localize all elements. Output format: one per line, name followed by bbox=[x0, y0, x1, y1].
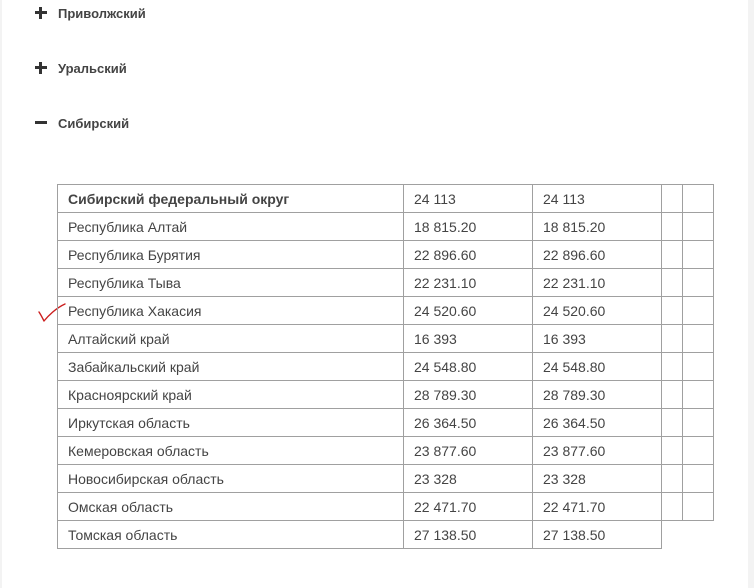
value-cell: 24 520.60 bbox=[533, 297, 662, 325]
empty-cell bbox=[662, 353, 683, 381]
empty-cell bbox=[683, 185, 714, 213]
table-row bbox=[58, 493, 714, 521]
empty-cell bbox=[662, 241, 683, 269]
value-cell: 22 231.10 bbox=[404, 269, 533, 297]
table-row bbox=[58, 185, 714, 213]
accordion-label: Уральский bbox=[58, 60, 127, 76]
table-row bbox=[58, 353, 714, 381]
value-cell: 24 113 bbox=[404, 185, 533, 213]
empty-cell bbox=[683, 493, 714, 521]
region-name-cell: Сибирский федеральный округ bbox=[58, 185, 404, 213]
empty-cell bbox=[662, 465, 683, 493]
value-cell: 23 877.60 bbox=[404, 437, 533, 465]
region-name-cell: Красноярский край bbox=[58, 381, 404, 409]
table-row bbox=[58, 437, 714, 465]
value-cell: 27 138.50 bbox=[404, 521, 533, 549]
table-row bbox=[58, 325, 714, 353]
empty-cell bbox=[662, 521, 683, 549]
plus-icon bbox=[34, 6, 48, 20]
table-row bbox=[58, 269, 714, 297]
region-name-cell: Омская область bbox=[58, 493, 404, 521]
region-name-cell: Забайкальский край bbox=[58, 353, 404, 381]
value-cell: 27 138.50 bbox=[533, 521, 662, 549]
value-cell: 28 789.30 bbox=[533, 381, 662, 409]
region-name-cell: Республика Бурятия bbox=[58, 241, 404, 269]
empty-cell bbox=[662, 213, 683, 241]
value-cell: 24 113 bbox=[533, 185, 662, 213]
empty-cell bbox=[683, 465, 714, 493]
accordion-label: Приволжский bbox=[58, 5, 146, 21]
value-cell: 22 231.10 bbox=[533, 269, 662, 297]
value-cell: 23 328 bbox=[404, 465, 533, 493]
region-name-cell: Алтайский край bbox=[58, 325, 404, 353]
empty-cell bbox=[683, 353, 714, 381]
empty-cell bbox=[662, 325, 683, 353]
value-cell: 18 815.20 bbox=[404, 213, 533, 241]
region-name-cell: Республика Алтай bbox=[58, 213, 404, 241]
empty-cell bbox=[683, 521, 714, 549]
value-cell: 28 789.30 bbox=[404, 381, 533, 409]
empty-cell bbox=[662, 381, 683, 409]
empty-cell bbox=[683, 297, 714, 325]
table-row bbox=[58, 521, 714, 549]
value-cell: 23 877.60 bbox=[533, 437, 662, 465]
region-name-cell: Иркутская область bbox=[58, 409, 404, 437]
empty-cell bbox=[683, 325, 714, 353]
empty-cell bbox=[662, 493, 683, 521]
value-cell: 22 471.70 bbox=[404, 493, 533, 521]
region-name-cell: Республика Тыва bbox=[58, 269, 404, 297]
value-cell: 24 520.60 bbox=[404, 297, 533, 325]
value-cell: 22 896.60 bbox=[533, 241, 662, 269]
minus-icon bbox=[34, 116, 48, 130]
region-name-cell: Республика Хакасия bbox=[58, 297, 404, 325]
value-cell: 24 548.80 bbox=[533, 353, 662, 381]
accordion-item-sibirsky[interactable] bbox=[34, 113, 129, 133]
table-row bbox=[58, 409, 714, 437]
plus-icon bbox=[34, 61, 48, 75]
empty-cell bbox=[683, 213, 714, 241]
value-cell: 26 364.50 bbox=[533, 409, 662, 437]
value-cell: 22 896.60 bbox=[404, 241, 533, 269]
value-cell: 18 815.20 bbox=[533, 213, 662, 241]
empty-cell bbox=[683, 241, 714, 269]
accordion-label: Сибирский bbox=[58, 115, 130, 131]
table-row bbox=[58, 465, 714, 493]
region-salary-table bbox=[57, 184, 714, 549]
page bbox=[2, 0, 748, 588]
value-cell: 22 471.70 bbox=[533, 493, 662, 521]
accordion-item-privolzhsky[interactable] bbox=[34, 3, 146, 23]
empty-cell bbox=[662, 437, 683, 465]
table-row bbox=[58, 241, 714, 269]
value-cell: 16 393 bbox=[404, 325, 533, 353]
empty-cell bbox=[683, 381, 714, 409]
value-cell: 26 364.50 bbox=[404, 409, 533, 437]
region-name-cell: Новосибирская область bbox=[58, 465, 404, 493]
empty-cell bbox=[683, 269, 714, 297]
empty-cell bbox=[683, 437, 714, 465]
value-cell: 24 548.80 bbox=[404, 353, 533, 381]
value-cell: 23 328 bbox=[533, 465, 662, 493]
table-row bbox=[58, 381, 714, 409]
empty-cell bbox=[662, 185, 683, 213]
table-row bbox=[58, 297, 714, 325]
region-name-cell: Кемеровская область bbox=[58, 437, 404, 465]
empty-cell bbox=[662, 269, 683, 297]
table-row bbox=[58, 213, 714, 241]
empty-cell bbox=[683, 409, 714, 437]
accordion-item-uralsky[interactable] bbox=[34, 58, 127, 78]
empty-cell bbox=[662, 409, 683, 437]
region-name-cell: Томская область bbox=[58, 521, 404, 549]
value-cell: 16 393 bbox=[533, 325, 662, 353]
empty-cell bbox=[662, 297, 683, 325]
